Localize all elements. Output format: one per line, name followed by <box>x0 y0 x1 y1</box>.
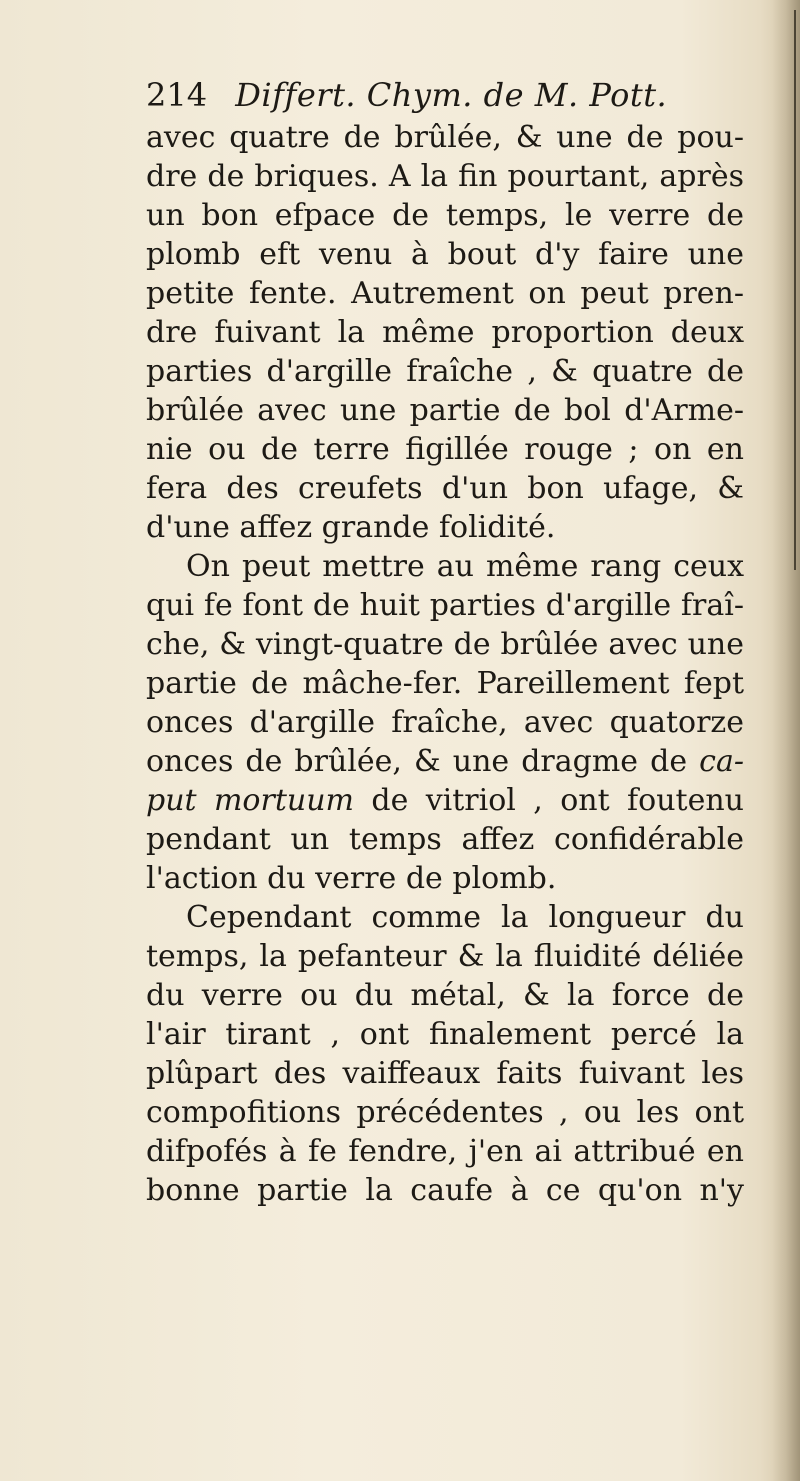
text-line-15: partie de mâche-fer. Pareillement fept <box>146 666 744 701</box>
page-number: 214 <box>146 76 208 114</box>
text-line-5: petite fente. Autrement on peut pren- <box>146 276 744 311</box>
text-line-25: plûpart des vaiffeaux faits fuivant les <box>146 1056 744 1091</box>
text-line-18-roman: de vitriol , ont foutenu <box>353 783 744 818</box>
text-line-28: bonne partie la caufe à ce qu'on n'y <box>146 1173 744 1208</box>
text-line-8: brûlée avec une partie de bol d'Arme- <box>146 393 744 428</box>
text-line-13: qui fe font de huit parties d'argille fraî- <box>146 588 744 623</box>
text-line-14: che, & vingt-quatre de brûlée avec une <box>146 627 744 662</box>
text-line-6: dre fuivant la même proportion deux <box>146 315 744 350</box>
text-line-4: plomb eft venu à bout d'y faire une <box>146 237 744 272</box>
running-header <box>146 72 746 118</box>
text-line-17-roman: onces de brûlée, & une dragme de <box>146 744 688 779</box>
text-line-16: onces d'argille fraîche, avec quatorze <box>146 705 744 740</box>
text-line-19: pendant un temps affez confidérable <box>146 822 744 857</box>
text-line-2: dre de briques. A la fin pourtant, après <box>146 159 744 194</box>
text-line-3: un bon efpace de temps, le verre de <box>146 198 744 233</box>
text-line-17 <box>146 742 744 781</box>
text-line-7: parties d'argille fraîche , & quatre de <box>146 354 744 389</box>
text-line-10: fera des creufets d'un bon ufage, & <box>146 471 744 506</box>
text-line-18-italic: put mortuum <box>146 783 354 818</box>
text-line-21: Cependant comme la longueur du <box>186 900 744 935</box>
page-edge-line <box>794 10 796 570</box>
text-line-18 <box>146 781 744 820</box>
text-line-20: l'action du verre de plomb. <box>146 861 557 896</box>
text-line-9: nie ou de terre figillée rouge ; on en <box>146 432 744 467</box>
text-line-24: l'air tirant , ont finalement percé la <box>146 1017 744 1052</box>
text-line-11: d'une affez grande folidité. <box>146 510 556 545</box>
running-title: Differt. Chym. de M. Pott. <box>235 76 668 114</box>
text-line-1: avec quatre de brûlée, & une de pou- <box>146 120 744 155</box>
text-line-26: compofitions précédentes , ou les ont <box>146 1095 744 1130</box>
text-line-27: difpofés à fe fendre, j'en ai attribué en <box>146 1134 744 1169</box>
body-text <box>146 118 744 1210</box>
text-line-17-italic: ca- <box>699 744 744 779</box>
text-line-22: temps, la pefanteur & la fluidité déliée <box>146 939 744 974</box>
text-line-12: On peut mettre au même rang ceux <box>186 549 744 584</box>
text-line-23: du verre ou du métal, & la force de <box>146 978 744 1013</box>
